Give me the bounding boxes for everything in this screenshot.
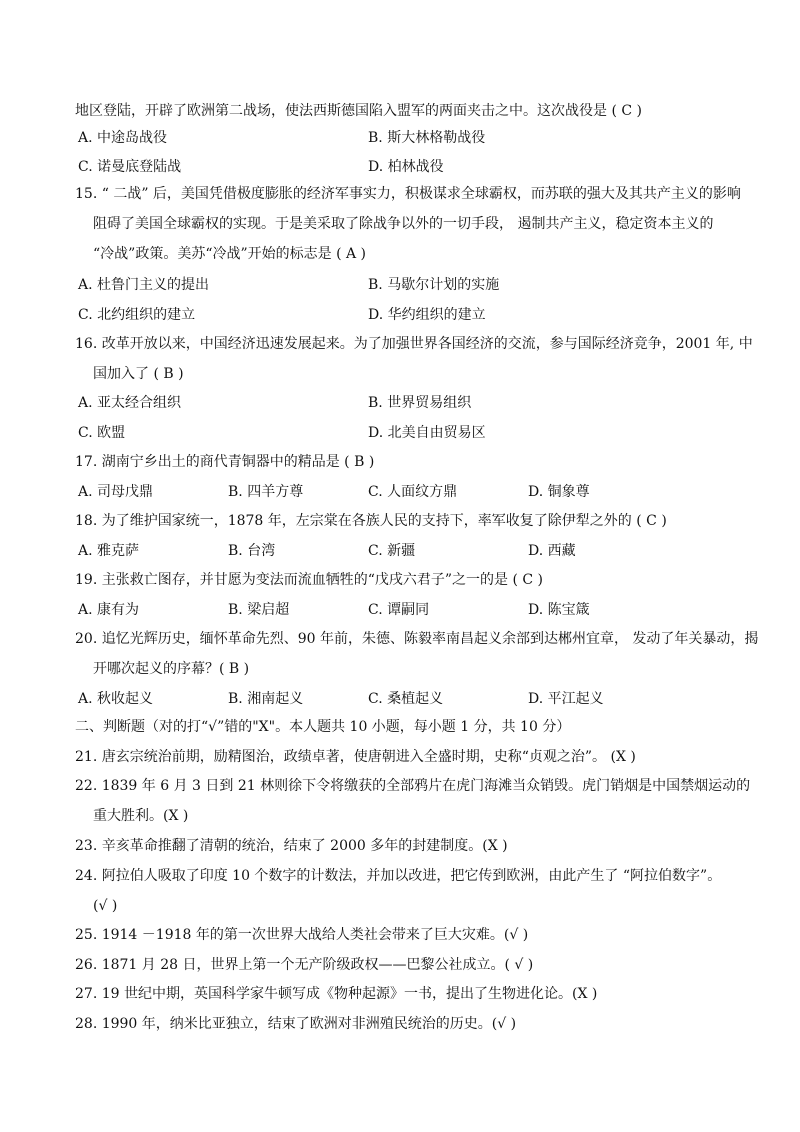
q16-option-a: A. 亚太经合组织 xyxy=(78,395,182,411)
q19-options xyxy=(75,600,735,620)
q16-option-c: C. 欧盟 xyxy=(78,425,126,441)
q15-stem-line2: 阻碍了美国全球霸权的实现。于是美采取了除战争以外的一切手段， 遏制共产主义，稳定资本主义的 xyxy=(93,216,714,232)
q20-option-a: A. 秋收起义 xyxy=(78,691,154,707)
q19-option-b: B. 梁启超 xyxy=(228,602,290,618)
q15-option-c: C. 北约组织的建立 xyxy=(78,307,196,323)
q18-option-a: A. 雅克萨 xyxy=(78,543,140,559)
judgment-26: 26. 1871 月 28 日，世界上第一个无产阶级政权——巴黎公社成立。( √ ) xyxy=(75,957,534,973)
judgment-25: 25. 1914 －1918 年的第一次世界大战给人类社会带来了巨大灾难。(√ ) xyxy=(75,927,529,943)
q17-options xyxy=(75,482,735,502)
q20-option-d: D. 平江起义 xyxy=(528,691,604,707)
q18-option-d: D. 西藏 xyxy=(528,543,576,559)
q16-stem-line2: 国加入了 ( B ) xyxy=(93,366,184,382)
q18-options xyxy=(75,541,735,561)
q18-option-c: C. 新疆 xyxy=(368,543,416,559)
q15-stem-line3: “冷战”政策。美苏“冷战”开始的标志是 ( A ) xyxy=(93,246,367,262)
section2-heading: 二、判断题（对的打“√”错的"X"。本人题共 10 小题，每小题 1 分，共 10 分） xyxy=(75,719,571,735)
q15-option-b: B. 马歇尔计划的实施 xyxy=(368,277,500,293)
q17-option-d: D. 铜象尊 xyxy=(528,484,590,500)
q19-option-a: A. 康有为 xyxy=(78,602,140,618)
q19-option-c: C. 谭嗣同 xyxy=(368,602,430,618)
q14-option-a: A. 中途岛战役 xyxy=(78,130,168,146)
judgment-23: 23. 辛亥革命推翻了清朝的统治，结束了 2000 多年的封建制度。(X ) xyxy=(75,838,508,854)
q16-stem-line1: 16. 改革开放以来，中国经济迅速发展起来。为了加强世界各国经济的交流，参与国际经济竞争，2001 年, 中 xyxy=(75,336,753,352)
q14-options-row1 xyxy=(75,128,735,148)
q15-options-row2 xyxy=(75,305,735,325)
q20-options xyxy=(75,689,735,709)
q17-stem: 17. 湖南宁乡出土的商代青铜器中的精品是 ( B ) xyxy=(75,454,375,470)
q14-option-d: D. 柏林战役 xyxy=(368,159,444,175)
q16-option-d: D. 北美自由贸易区 xyxy=(368,425,486,441)
q14-options-row2 xyxy=(75,157,735,177)
q19-option-d: D. 陈宝箴 xyxy=(528,602,590,618)
q14-stem-tail: 地区登陆，开辟了欧洲第二战场，使法西斯德国陷入盟军的两面夹击之中。这次战役是 ( C ) xyxy=(75,103,642,119)
judgment-28: 28. 1990 年，纳米比亚独立，结束了欧洲对非洲殖民统治的历史。(√ ) xyxy=(75,1016,517,1032)
q20-stem-line1: 20. 追忆光辉历史，缅怀革命先烈、90 年前，朱德、陈毅率南昌起义余部到达郴州宜章， 发动了年关暴动，揭 xyxy=(75,631,759,647)
judgment-24-line1: 24. 阿拉伯人吸取了印度 10 个数字的计数法，并加以改进，把它传到欧洲，由此产生了 “阿拉伯数字”。 xyxy=(75,868,722,884)
q15-option-d: D. 华约组织的建立 xyxy=(368,307,486,323)
q16-options-row2 xyxy=(75,423,735,443)
q16-option-b: B. 世界贸易组织 xyxy=(368,395,472,411)
q20-stem-line2: 开哪次起义的序幕？( B ) xyxy=(93,661,250,677)
q14-option-c: C. 诺曼底登陆战 xyxy=(78,159,182,175)
q17-option-b: B. 四羊方尊 xyxy=(228,484,304,500)
q19-stem: 19. 主张救亡图存，并甘愿为变法而流血牺牲的“戊戌六君子”之一的是 ( C ) xyxy=(75,572,544,588)
judgment-24-line2: (√ ) xyxy=(93,898,118,914)
q14-option-b: B. 斯大林格勒战役 xyxy=(368,130,486,146)
q18-option-b: B. 台湾 xyxy=(228,543,276,559)
q15-options-row1 xyxy=(75,275,735,295)
q20-option-c: C. 桑植起义 xyxy=(368,691,444,707)
q16-options-row1 xyxy=(75,393,735,413)
q15-option-a: A. 杜鲁门主义的提出 xyxy=(78,277,210,293)
q17-option-a: A. 司母戊鼎 xyxy=(78,484,154,500)
judgment-22-line1: 22. 1839 年 6 月 3 日到 21 林则徐下令将缴获的全部鸦片在虎门海滩当众销毁。虎门销烟是中国禁烟运动的 xyxy=(75,778,751,794)
judgment-22-line2: 重大胜利。(X ) xyxy=(93,808,189,824)
judgment-27: 27. 19 世纪中期，英国科学家牛顿写成《物种起源》一书，提出了生物进化论。(X ) xyxy=(75,986,598,1002)
q17-option-c: C. 人面纹方鼎 xyxy=(368,484,458,500)
q15-stem-line1: 15. “ 二战” 后，美国凭借极度膨胀的经济军事实力，积极谋求全球霸权，而苏联的强大及其共产主义的影响 xyxy=(75,186,741,202)
q18-stem: 18. 为了维护国家统一，1878 年，左宗棠在各族人民的支持下，率军收复了除伊犁之外的 ( C ) xyxy=(75,513,667,529)
q20-option-b: B. 湘南起义 xyxy=(228,691,304,707)
judgment-21: 21. 唐玄宗统治前期，励精图治，政绩卓著，使唐朝进入全盛时期，史称“贞观之治”。 (X ) xyxy=(75,749,636,765)
